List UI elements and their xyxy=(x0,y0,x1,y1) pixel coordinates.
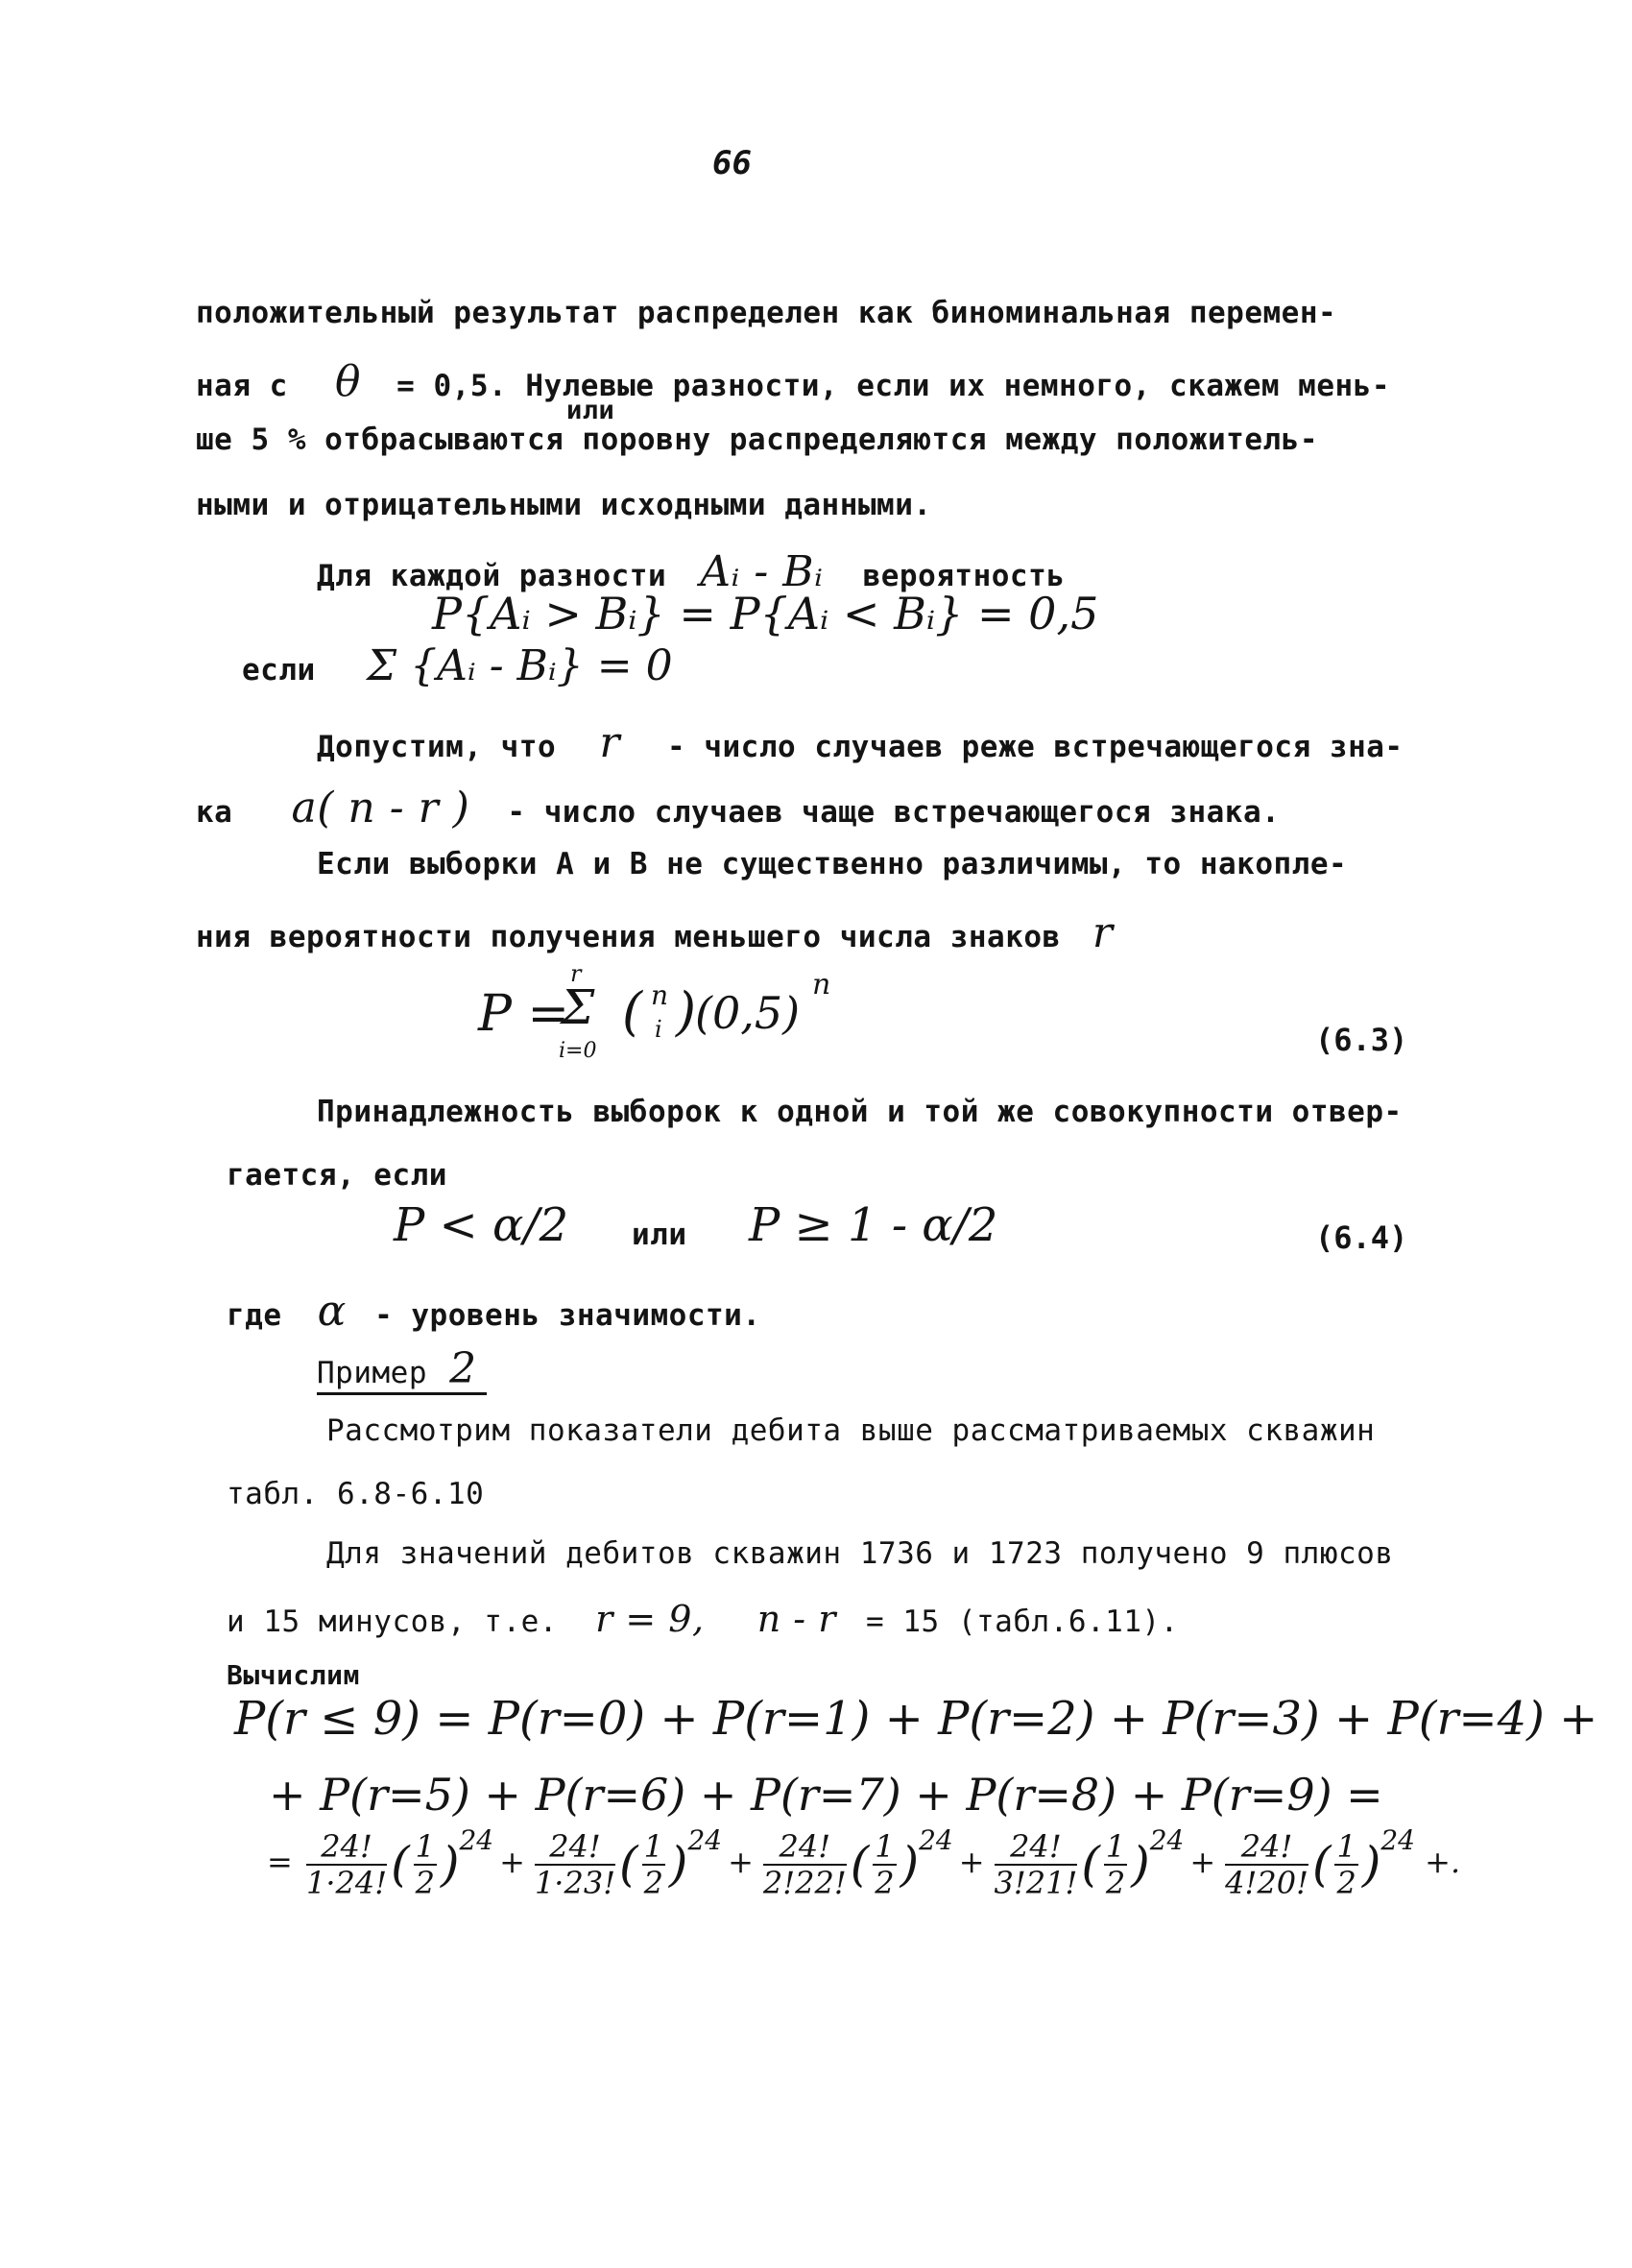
term-numerator: 24! xyxy=(995,1829,1078,1866)
condition-1: P < α/2 xyxy=(394,1198,569,1252)
term-fraction xyxy=(763,1829,847,1900)
term-denominator: 1·24! xyxy=(305,1864,388,1901)
half-open-paren: ( xyxy=(391,1836,410,1893)
compute-word: Вычислим xyxy=(227,1659,360,1691)
binom-open-paren: ( xyxy=(622,981,643,1042)
binom-top: n xyxy=(651,979,669,1011)
term-power: 24 xyxy=(919,1824,953,1856)
condition-2: P ≥ 1 - α/2 xyxy=(749,1198,998,1252)
example-line3: Для значений дебитов скважин 1736 и 1723 получено 9 плюсов xyxy=(326,1536,1394,1571)
para2-line1-end: вероятность xyxy=(862,559,1066,593)
half-close-paren: ) xyxy=(1361,1836,1381,1893)
example-heading xyxy=(317,1344,487,1393)
n-minus-r: n - r xyxy=(756,1598,836,1640)
para1-line2-start: ная с xyxy=(196,369,288,403)
term-power: 24 xyxy=(1149,1824,1185,1856)
para3-line1-end: - число случаев реже встречающегося зна- xyxy=(667,730,1404,764)
para1-line1: положительный результат распределен как биноминальная перемен- xyxy=(196,296,1337,330)
where-start: где xyxy=(227,1298,282,1333)
term-fraction xyxy=(306,1829,387,1900)
para5-line2: гается, если xyxy=(227,1158,447,1193)
para3-line2-start: ка xyxy=(196,795,233,830)
example-line4-end: = 15 (табл.6.11). xyxy=(866,1604,1179,1639)
half-numerator: 1 xyxy=(643,1827,663,1865)
probability-formula: P{Aᵢ > Bᵢ} = P{Aᵢ < Bᵢ} = 0,5 xyxy=(432,588,1099,639)
plus-sign: + xyxy=(1189,1844,1216,1880)
plus-sign: + xyxy=(499,1844,525,1880)
half-close-paren: ) xyxy=(1131,1836,1150,1893)
term-denominator: 1·23! xyxy=(534,1864,616,1901)
term-fraction xyxy=(1225,1829,1308,1900)
sum-lower-limit: i=0 xyxy=(559,1039,597,1063)
para1-line2-end: = 0,5. Нулевые разности, если их немного, скажем мень- xyxy=(396,369,1391,403)
half-fraction xyxy=(642,1829,665,1900)
equation-number-6-3: (6.3) xyxy=(1315,1022,1408,1058)
para3-line2-end: - число случаев чаще встречающегося знака. xyxy=(507,795,1281,830)
example-line4 xyxy=(227,1598,1179,1640)
formula-6-3 xyxy=(478,960,920,1066)
half-fraction xyxy=(1334,1829,1357,1900)
plus-sign: + xyxy=(958,1844,985,1880)
plus-sign: + xyxy=(728,1844,754,1880)
half-denominator: 2 xyxy=(875,1864,895,1901)
half-open-paren: ( xyxy=(850,1836,870,1893)
half-numerator: 1 xyxy=(1105,1827,1126,1865)
if-word: если xyxy=(242,653,316,688)
half-denominator: 2 xyxy=(643,1864,663,1901)
r-symbol: r xyxy=(599,718,620,767)
example-heading-text: Пример xyxy=(317,1356,427,1390)
formula-lhs: P = xyxy=(478,985,570,1043)
insert-word: или xyxy=(566,396,615,425)
half-denominator: 2 xyxy=(1336,1864,1356,1901)
calc-line-1: P(r ≤ 9) = P(r=0) + P(r=1) + P(r=2) + P(r=3) + P(r=4) + xyxy=(234,1692,1598,1746)
calc-line-3 xyxy=(267,1824,1460,1900)
para3-line1-start: Допустим, что xyxy=(317,730,557,764)
sum-upper-limit: r xyxy=(570,960,582,987)
r-equals: r = 9, xyxy=(595,1598,705,1640)
half-open-paren: ( xyxy=(1311,1836,1332,1893)
para1-line4: ными и отрицательными исходными данными. xyxy=(196,488,932,522)
where-end: - уровень значимости. xyxy=(374,1298,761,1333)
para5-line1: Принадлежность выборок к одной и той же совокупности отвер- xyxy=(317,1095,1403,1129)
term-fraction xyxy=(535,1829,615,1900)
half-numerator: 1 xyxy=(415,1827,435,1865)
term-numerator: 24! xyxy=(306,1829,387,1866)
para3-line1 xyxy=(317,718,1404,767)
where-line xyxy=(227,1287,761,1336)
para1-line2 xyxy=(196,357,1390,406)
half-numerator: 1 xyxy=(1336,1827,1356,1865)
half-denominator: 2 xyxy=(1105,1864,1126,1901)
para2-line1-start: Для каждой разности xyxy=(317,559,667,593)
formula-exponent: n xyxy=(812,968,831,1001)
or-word: или xyxy=(632,1218,687,1252)
binomial-term xyxy=(759,1824,991,1901)
term-power: 24 xyxy=(1380,1824,1415,1856)
equals-sign: = xyxy=(267,1844,293,1880)
term-numerator: 24! xyxy=(1225,1829,1308,1866)
diff-expression: Aᵢ - Bᵢ xyxy=(700,547,824,596)
binomial-term xyxy=(991,1824,1222,1901)
page-number: 66 xyxy=(712,144,752,182)
half-close-paren: ) xyxy=(668,1836,688,1893)
formula-rest: (0,5) xyxy=(695,987,801,1039)
half-fraction xyxy=(414,1829,437,1900)
sum-symbol: Σ xyxy=(561,979,595,1035)
term-power: 24 xyxy=(459,1824,494,1856)
term-fraction xyxy=(995,1829,1078,1900)
term-numerator: 24! xyxy=(535,1829,615,1866)
para4-line1: Если выборки A и B не существенно различимы, то накопле- xyxy=(317,847,1348,881)
term-numerator: 24! xyxy=(763,1829,847,1866)
theta-symbol: θ xyxy=(335,357,361,406)
term-denominator: 3!21! xyxy=(994,1864,1078,1901)
example-line2: табл. 6.8-6.10 xyxy=(227,1477,485,1511)
para4-line2 xyxy=(196,908,1113,957)
half-denominator: 2 xyxy=(415,1864,435,1901)
equation-number-6-4: (6.4) xyxy=(1315,1219,1408,1256)
half-open-paren: ( xyxy=(619,1836,638,1893)
example-heading-underlined xyxy=(317,1344,487,1395)
half-close-paren: ) xyxy=(900,1836,920,1893)
calc-line-2: + P(r=5) + P(r=6) + P(r=7) + P(r=8) + P(r=9) = xyxy=(269,1769,1383,1821)
example-line4-start: и 15 минусов, т.е. xyxy=(227,1604,558,1639)
binom-bottom: i xyxy=(655,1016,662,1043)
half-open-paren: ( xyxy=(1081,1836,1100,1893)
half-fraction xyxy=(1104,1829,1127,1900)
term-denominator: 4!20! xyxy=(1225,1864,1308,1901)
a-expression: a( n - r ) xyxy=(291,784,470,832)
half-fraction xyxy=(873,1829,896,1900)
term-denominator: 2!22! xyxy=(762,1864,847,1901)
r-symbol-2: r xyxy=(1092,908,1114,957)
alpha-symbol: α xyxy=(317,1287,347,1336)
binom-close-paren: ) xyxy=(676,981,697,1042)
para3-line2 xyxy=(196,784,1280,832)
para4-line2-text: ния вероятности получения меньшего числа знаков xyxy=(196,920,1061,954)
para1-line3: ше 5 % отбрасываются поровну распределяются между положитель- xyxy=(196,422,1318,457)
half-numerator: 1 xyxy=(875,1827,895,1865)
trailing-plus: +. xyxy=(1425,1844,1461,1880)
example-number: 2 xyxy=(449,1344,477,1393)
half-close-paren: ) xyxy=(440,1836,460,1893)
sum-formula: Σ {Aᵢ - Bᵢ} = 0 xyxy=(367,641,673,690)
binomial-term xyxy=(1221,1824,1415,1901)
example-line1: Рассмотрим показатели дебита выше рассматриваемых скважин xyxy=(326,1413,1376,1448)
term-power: 24 xyxy=(687,1824,723,1856)
